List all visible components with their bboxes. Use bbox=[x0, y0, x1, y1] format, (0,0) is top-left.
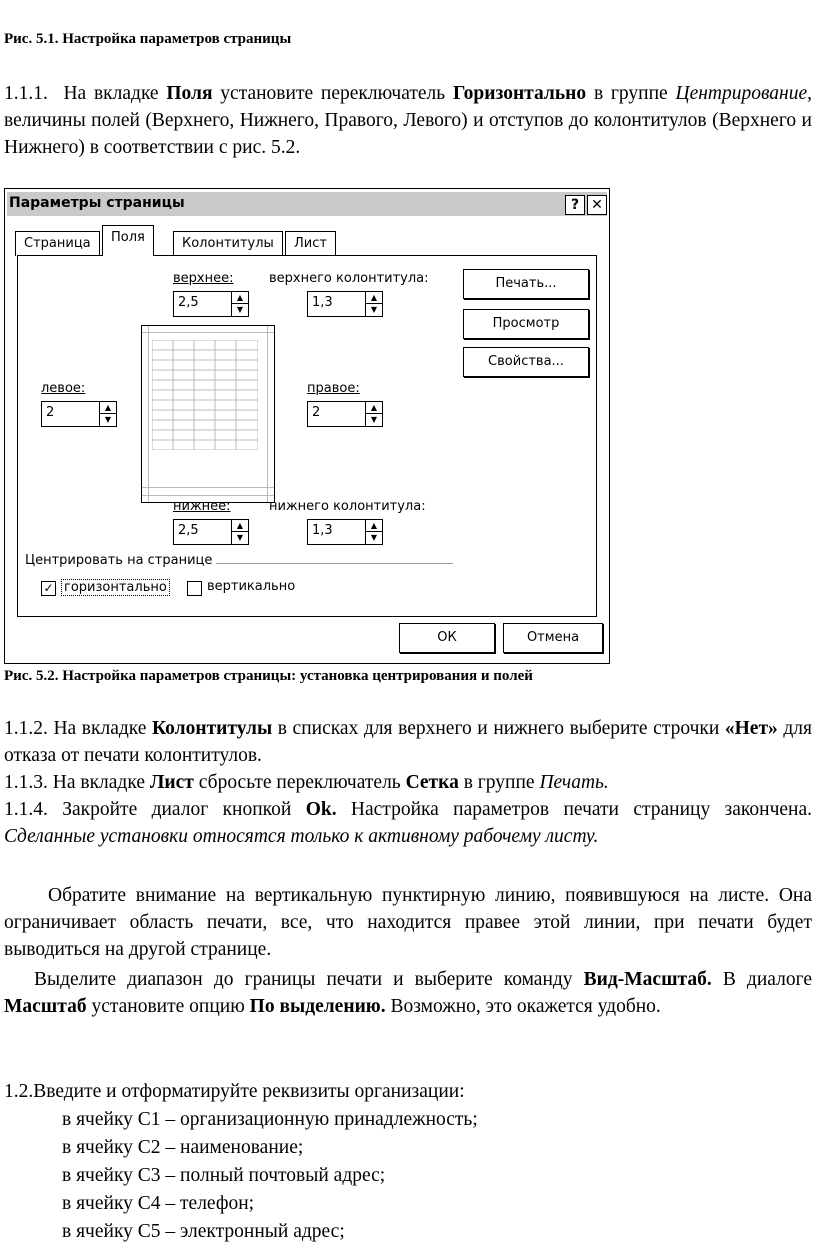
paragraph-1-1-4 bbox=[4, 796, 812, 850]
header-label: верхнего колонтитула: bbox=[269, 271, 429, 286]
text: На вкладке bbox=[47, 772, 150, 793]
spinner-arrows[interactable]: ▲ ▼ bbox=[365, 520, 382, 544]
paragraph-1-2: 1.2.Введите и отформатируйте реквизиты организации: bbox=[4, 1081, 465, 1102]
list-item: в ячейку С1 – организационную принадлежность; bbox=[62, 1109, 478, 1130]
bold-text: Масштаб bbox=[4, 996, 87, 1017]
paragraph-scale bbox=[4, 966, 812, 1020]
list-item: в ячейку С2 – наименование; bbox=[62, 1137, 304, 1158]
bold-text: По выделению. bbox=[249, 996, 386, 1017]
para-number: 1.1.1. bbox=[4, 83, 48, 104]
figure-5-2-caption: Рис. 5.2. Настройка параметров страницы: установка центрирования и полей bbox=[4, 668, 533, 684]
para-number: 1.1.3. bbox=[4, 772, 48, 793]
text: Настройка параметров печати страницу закончена. bbox=[336, 799, 813, 820]
list-item: в ячейку С3 – полный почтовый адрес; bbox=[62, 1165, 386, 1186]
vertical-checkbox[interactable] bbox=[187, 581, 202, 596]
bottom-label: нижнее: bbox=[173, 499, 231, 514]
paragraph-1-1-3 bbox=[4, 769, 812, 796]
footer-label: нижнего колонтитула: bbox=[269, 499, 426, 514]
bottom-margin-spinner[interactable] bbox=[173, 519, 249, 545]
horizontal-label[interactable]: горизонтально bbox=[61, 579, 170, 596]
text: На вкладке bbox=[63, 83, 167, 104]
page-preview bbox=[141, 325, 275, 503]
text: На вкладке bbox=[47, 718, 153, 739]
italic-text: Печать. bbox=[539, 772, 609, 793]
help-button[interactable]: ? bbox=[565, 195, 585, 215]
left-label: левое: bbox=[41, 381, 86, 396]
bold-text: Горизонтально bbox=[452, 83, 587, 104]
spinner-arrows[interactable]: ▲ ▼ bbox=[365, 292, 382, 316]
spinner-value: 1,3 bbox=[312, 295, 333, 310]
bold-text: «Нет» bbox=[724, 718, 778, 739]
right-margin-spinner[interactable] bbox=[307, 401, 383, 427]
spinner-arrows[interactable]: ▲ ▼ bbox=[99, 402, 116, 426]
text: установите опцию bbox=[86, 996, 250, 1017]
text: установите переключатель bbox=[212, 83, 453, 104]
spinner-value: 2 bbox=[312, 405, 321, 420]
bold-text: Ok. bbox=[305, 799, 337, 820]
close-button[interactable]: ✕ bbox=[587, 195, 607, 215]
para-number: 1.1.4. bbox=[4, 799, 48, 820]
spinner-value: 2,5 bbox=[178, 523, 199, 538]
paragraph-note: Обратите внимание на вертикальную пунктирную линию, появившуюся на листе. Она ограничивает область печати, все, что находится правее этой линии, при печати будет выводиться на другой странице. bbox=[4, 885, 812, 960]
text: в списках для верхнего и нижнего выберите строчки bbox=[272, 718, 725, 739]
text: Закройте диалог кнопкой bbox=[47, 799, 306, 820]
spinner-arrows[interactable]: ▲ ▼ bbox=[231, 520, 248, 544]
ok-button[interactable]: ОК bbox=[399, 623, 495, 653]
text: для отказа от печати колонтитулов. bbox=[4, 718, 813, 766]
bold-text: Лист bbox=[149, 772, 194, 793]
tab-sheet[interactable]: Лист bbox=[285, 231, 336, 256]
spinner-arrows[interactable]: ▲ ▼ bbox=[231, 292, 248, 316]
text: В диалоге bbox=[711, 969, 812, 990]
right-label: правое: bbox=[307, 381, 360, 396]
vertical-label[interactable]: вертикально bbox=[207, 579, 296, 594]
spinner-arrows[interactable]: ▲ ▼ bbox=[365, 402, 382, 426]
print-button[interactable]: Печать... bbox=[463, 269, 589, 299]
tab-margins[interactable]: Поля bbox=[102, 225, 154, 256]
dialog-titlebar bbox=[7, 192, 607, 216]
text: в группе bbox=[458, 772, 540, 793]
text: Возможно, это окажется удобно. bbox=[385, 996, 661, 1017]
paragraph-1-1-1 bbox=[4, 80, 812, 161]
spinner-value: 2,5 bbox=[178, 295, 199, 310]
top-label: верхнее: bbox=[173, 271, 234, 286]
text: сбросьте переключатель bbox=[193, 772, 406, 793]
top-margin-spinner[interactable] bbox=[173, 291, 249, 317]
tab-page[interactable]: Страница bbox=[15, 231, 100, 256]
cancel-button[interactable]: Отмена bbox=[503, 623, 603, 653]
para-number: 1.1.2. bbox=[4, 718, 48, 739]
dialog-title: Параметры страницы bbox=[9, 195, 185, 211]
center-group-label: Центрировать на странице bbox=[25, 553, 216, 568]
tab-headers[interactable]: Колонтитулы bbox=[173, 231, 283, 256]
bold-text: Поля bbox=[166, 83, 213, 104]
italic-text: Центрирование, bbox=[675, 83, 813, 104]
bold-text: Колонтитулы bbox=[152, 718, 273, 739]
list-item: в ячейку С4 – телефон; bbox=[62, 1193, 255, 1214]
page-setup-dialog bbox=[4, 188, 610, 664]
list-item: в ячейку С5 – электронный адрес; bbox=[62, 1221, 345, 1242]
horizontal-checkbox[interactable]: ✓ bbox=[41, 581, 56, 596]
page-preview-grid bbox=[152, 340, 258, 450]
spinner-value: 2 bbox=[46, 405, 55, 420]
footer-margin-spinner[interactable] bbox=[307, 519, 383, 545]
text: Выделите диапазон до границы печати и выберите команду bbox=[34, 969, 584, 990]
left-margin-spinner[interactable] bbox=[41, 401, 117, 427]
bold-text: Сетка bbox=[405, 772, 459, 793]
preview-button[interactable]: Просмотр bbox=[463, 309, 589, 339]
spinner-value: 1,3 bbox=[312, 523, 333, 538]
text: величины полей (Верхнего, Нижнего, Правого, Левого) и отступов до колонтитулов (Верхнего и Нижнего) в соответствии с рис. 5.2. bbox=[4, 110, 812, 158]
figure-5-1-caption: Рис. 5.1. Настройка параметров страницы bbox=[4, 31, 292, 47]
paragraph-1-1-2 bbox=[4, 715, 812, 769]
properties-button[interactable]: Свойства... bbox=[463, 347, 589, 377]
italic-text: Сделанные установки относятся только к активному рабочему листу. bbox=[4, 826, 599, 847]
bold-text: Вид-Масштаб. bbox=[583, 969, 712, 990]
text: в группе bbox=[586, 83, 676, 104]
header-margin-spinner[interactable] bbox=[307, 291, 383, 317]
